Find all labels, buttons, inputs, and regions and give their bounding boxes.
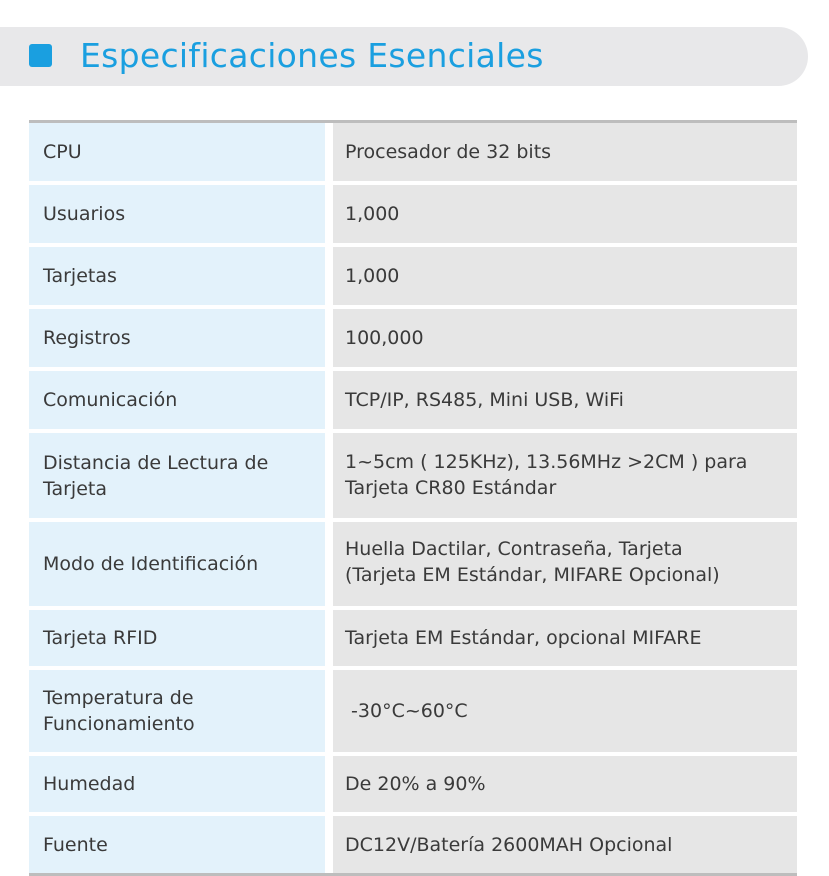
spec-value-line: DC12V/Batería 2600MAH Opcional	[345, 833, 673, 856]
table-row	[29, 522, 797, 610]
spec-label: Fuente	[29, 816, 325, 873]
section-title: Especificaciones Esenciales	[80, 36, 544, 75]
spec-label: Temperatura de Funcionamiento	[29, 670, 325, 752]
table-row	[29, 185, 797, 247]
specs-table	[29, 120, 797, 876]
spec-value-line: -30°C~60°C	[345, 700, 468, 722]
spec-value	[333, 756, 797, 812]
spec-label: Modo de Identificación	[29, 522, 325, 606]
spec-value	[333, 371, 797, 429]
table-row	[29, 309, 797, 371]
spec-value-line: Procesador de 32 bits	[345, 141, 552, 163]
spec-label: Comunicación	[29, 371, 325, 429]
spec-value	[333, 247, 797, 305]
spec-value-line: (Tarjeta EM Estándar, MIFARE Opcional)	[345, 564, 720, 586]
table-row	[29, 610, 797, 670]
spec-label: Registros	[29, 309, 325, 367]
spec-value	[333, 610, 797, 666]
spec-value	[333, 433, 797, 518]
spec-value	[333, 185, 797, 243]
spec-value-line: De 20% a 90%	[345, 773, 486, 795]
spec-value	[333, 309, 797, 367]
spec-value-line: 1,000	[345, 265, 400, 287]
spec-value-line: 1,000	[345, 203, 400, 225]
spec-value	[333, 123, 797, 181]
square-bullet-icon	[29, 44, 52, 67]
table-row	[29, 670, 797, 756]
spec-value-line: Tarjeta EM Estándar, opcional MIFARE	[345, 627, 702, 649]
spec-value	[333, 522, 797, 606]
spec-value-line: TCP/IP, RS485, Mini USB, WiFi	[345, 389, 624, 411]
spec-label: Humedad	[29, 756, 325, 812]
spec-value-line: 1~5cm ( 125KHz), 13.56MHz >2CM ) para	[345, 451, 748, 473]
table-row	[29, 123, 797, 185]
spec-value	[333, 670, 797, 752]
spec-value-line: Huella Dactilar, Contraseña, Tarjeta	[345, 538, 683, 560]
spec-label: Usuarios	[29, 185, 325, 243]
table-row	[29, 247, 797, 309]
spec-value-line: Tarjeta CR80 Estándar	[345, 477, 557, 499]
table-row	[29, 756, 797, 816]
spec-label: CPU	[29, 123, 325, 181]
table-row	[29, 371, 797, 433]
spec-value-line: 100,000	[345, 327, 424, 349]
spec-label: Distancia de Lectura de Tarjeta	[29, 433, 325, 518]
table-row	[29, 433, 797, 522]
spec-label: Tarjetas	[29, 247, 325, 305]
spec-label: Tarjeta RFID	[29, 610, 325, 666]
section-header	[0, 27, 808, 86]
